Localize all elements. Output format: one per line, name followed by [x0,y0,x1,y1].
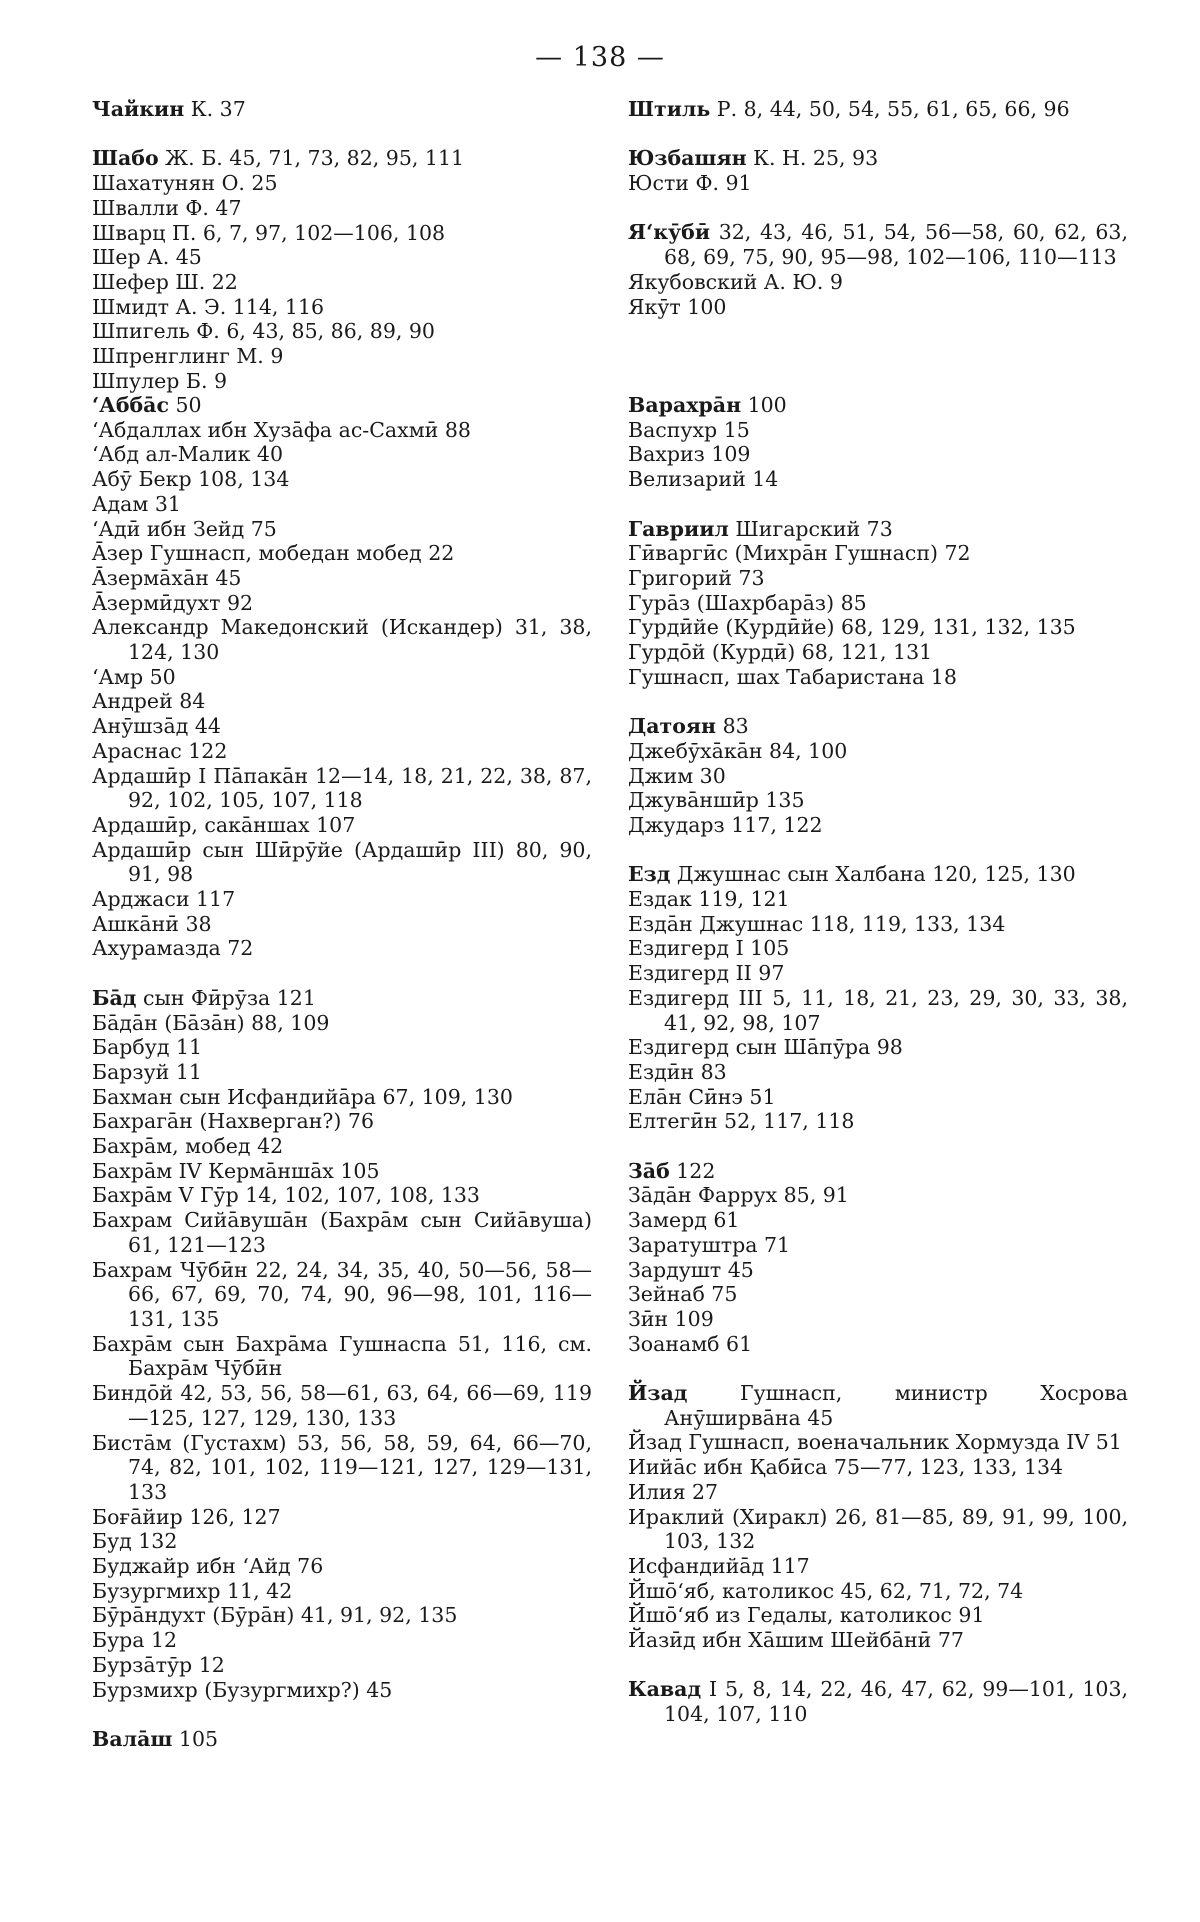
index-entry: Буджайр ибн ‘Айд 76 [92,1554,324,1579]
index-entry: Бузургмихр 11, 42 [92,1578,293,1603]
block-gap [628,122,1128,147]
index-entry: Иийāс ибн Қабӣса 75—77, 123, 133, 134 [628,1455,1064,1480]
index-column-top-left [92,97,592,393]
index-entry: Ардашӣр сын Шӣрӯйе (Ардашӣр III) 80, 90, 91, 98 [92,837,592,887]
index-entry: Заратуштра 71 [628,1232,791,1257]
index-entry: Бура 12 [92,1628,178,1653]
index-entry: Зāб 122 [628,1158,716,1183]
index-entry: Бахрāм V Гӯр 14, 102, 107, 108, 133 [92,1183,480,1208]
index-entry: Адам 31 [92,491,181,516]
index-entry: Я‘кӯбӣ 32, 43, 46, 51, 54, 56—58, 60, 62, 63, 68, 69, 75, 90, 95—98, 102—106, 110—113 [628,220,1128,270]
block-gap [628,838,1128,863]
index-entry: Гурдӣйе (Курдӣйе) 68, 129, 131, 132, 135 [628,615,1076,640]
index-entry: Бурзāтӯр 12 [92,1652,225,1677]
index-entry: Бахрāм сын Бахрāма Гушнаспа 51, 116, см. Бахрāм Чӯбӣн [92,1331,592,1381]
index-entry: Шварц П. 6, 7, 97, 102—106, 108 [92,220,446,245]
block-gap [92,961,592,986]
index-entry: Гушнасп, шах Табаристана 18 [628,664,957,689]
index-entry: Буд 132 [92,1529,178,1554]
index-entry: Григорий 73 [628,565,765,590]
index-entry: Елтегӣн 52, 117, 118 [628,1109,855,1134]
index-entry: ‘Аббāс 50 [92,393,202,417]
index-entry: Бāд сын Фӣрӯза 121 [92,985,316,1010]
index-entry: Зейнаб 75 [628,1282,738,1307]
index-entry: Ездӣн 83 [628,1059,727,1084]
index-entry: Якӯт 100 [628,294,727,319]
index-entry: Исфандийāд 117 [628,1553,810,1578]
index-column-bottom-right [628,393,1128,1727]
block-gap [628,689,1128,714]
index-entry: ‘Амр 50 [92,664,176,689]
index-entry: Арджаси 117 [92,887,236,912]
index-entry: Юсти Ф. 91 [628,171,752,196]
index-entry: Замерд 61 [628,1208,740,1233]
index-entry: Шефер Ш. 22 [92,269,238,294]
index-entry: ‘Абд ал-Малик 40 [92,442,284,467]
index-entry: Шабо Ж. Б. 45, 71, 73, 82, 95, 111 [92,146,465,171]
index-entry: ‘Абдаллах ибн Хузāфа ас-Сахмӣ 88 [92,417,471,442]
index-entry: Джударз 117, 122 [628,812,823,837]
index-entry: Варахрāн 100 [628,393,787,417]
block-gap [92,122,592,147]
block-gap [628,1134,1128,1159]
index-entry: Якубовский А. Ю. 9 [628,269,843,294]
block-gap [628,1653,1128,1678]
index-entry: Бахман сын Исфандийāра 67, 109, 130 [92,1084,513,1109]
index-entry: Ездигерд сын Шāпӯра 98 [628,1035,903,1060]
index-entry: Велизарий 14 [628,467,779,492]
index-entry: Зāдāн Фаррух 85, 91 [628,1183,849,1208]
block-gap [628,196,1128,221]
index-entry: Йзад Гушнасп, министр Хосрова Анӯширвāна 45 [628,1381,1128,1430]
index-entry: Штиль Р. 8, 44, 50, 54, 55, 61, 65, 66, 96 [628,97,1070,121]
index-entry: Елāн Сӣнэ 51 [628,1084,776,1109]
index-entry: Джебӯхāкāн 84, 100 [628,738,848,763]
index-entry: Бахрам Чӯбӣн 22, 24, 34, 35, 40, 50—56, 58—66, 67, 69, 70, 74, 90, 96—98, 101, 116—131, 135 [92,1257,592,1331]
index-entry: Андрей 84 [92,689,206,714]
index-entry: Бахрāм IV Кермāншāх 105 [92,1158,380,1183]
index-entry: Гурāз (Шахрбарāз) 85 [628,590,867,615]
index-entry: Шахатунян О. 25 [92,171,278,196]
index-entry: Āзер Гушнасп, мобедан мобед 22 [92,541,455,566]
index-entry: Вахриз 109 [628,442,751,467]
index-entry: Шпигель Ф. 6, 43, 85, 86, 89, 90 [92,319,435,344]
index-entry: Швалли Ф. 47 [92,195,242,220]
index-entry: Āзермӣдухт 92 [92,590,254,615]
index-entry: Бāдāн (Бāзāн) 88, 109 [92,1010,330,1035]
index-entry: Āзермāхāн 45 [92,565,242,590]
index-entry: Юзбашян К. Н. 25, 93 [628,146,879,171]
index-entry: Шмидт А. Э. 114, 116 [92,294,325,319]
index-entry: Ираклий (Хиракл) 26, 81—85, 89, 91, 99, 100, 103, 132 [628,1504,1128,1554]
index-entry: Зардушт 45 [628,1257,754,1282]
index-entry: Илия 27 [628,1479,719,1504]
index-entry: Боғāйир 126, 127 [92,1504,281,1529]
index-entry: Зоанамб 61 [628,1331,753,1356]
block-gap [628,1356,1128,1381]
index-entry: Ардашӣр, сакāншах 107 [92,812,356,837]
index-entry: Йазӣд ибн Хāшим Шейбāнӣ 77 [628,1628,964,1653]
index-entry: Бурзмихр (Бузургмихр?) 45 [92,1677,393,1702]
index-entry: Шер А. 45 [92,245,202,270]
index-entry: Гурдōй (Курдӣ) 68, 121, 131 [628,640,933,665]
index-entry: Кавад I 5, 8, 14, 22, 46, 47, 62, 99—101, 103, 104, 107, 110 [628,1677,1128,1727]
index-entry: Бахрагāн (Нахверган?) 76 [92,1109,375,1134]
index-entry: Барзуй 11 [92,1059,202,1084]
index-entry: Ахурамазда 72 [92,936,254,961]
index-column-bottom-left [92,393,592,1752]
index-entry: Биндōй 42, 53, 56, 58—61, 63, 64, 66—69, 119—125, 127, 129, 130, 133 [92,1381,592,1430]
index-entry: Джувāншӣр 135 [628,788,805,813]
index-entry: Езд Джушнас сын Халбана 120, 125, 130 [628,862,1076,887]
index-entry: Гӣваргӣс (Михрāн Гушнасп) 72 [628,541,971,566]
index-entry: Гавриил Шигарский 73 [628,516,893,541]
page-number: — 138 — [535,42,665,73]
index-entry: Шпренглинг М. 9 [92,344,284,369]
index-column-top-right [628,97,1128,319]
index-entry: Ездак 119, 121 [628,887,790,912]
index-entry: Бахрам Сийāвушāн (Бахрāм сын Сийāвуша) 61, 121—123 [92,1208,592,1257]
index-entry: Бахрāм, мобед 42 [92,1134,284,1159]
index-entry: Абӯ Бекр 108, 134 [92,467,290,492]
index-entry: Ездигерд I 105 [628,936,790,961]
index-entry: Чайкин К. 37 [92,97,246,121]
index-entry: Ардашӣр I Пāпакāн 12—14, 18, 21, 22, 38, 87, 92, 102, 105, 107, 118 [92,763,592,813]
index-entry: Бӯрāндухт (Бӯрāн) 41, 91, 92, 135 [92,1603,458,1628]
index-entry: Датоян 83 [628,714,749,739]
index-entry: Бистāм (Густахм) 53, 56, 58, 59, 64, 66—70, 74, 82, 101, 102, 119—121, 127, 129—131, 133 [92,1430,592,1504]
block-gap [92,1702,592,1727]
index-entry: Ездигерд III 5, 11, 18, 21, 23, 29, 30, 33, 38, 41, 92, 98, 107 [628,985,1128,1035]
index-entry: Ездигерд II 97 [628,961,785,986]
block-gap [628,492,1128,517]
index-entry: Валāш 105 [92,1726,219,1751]
index-entry: Ашкāнӣ 38 [92,911,212,936]
index-entry: Шпулер Б. 9 [92,368,228,393]
index-entry: Араснас 122 [92,738,228,763]
index-entry: Александр Македонский (Искандер) 31, 38, 124, 130 [92,615,592,665]
index-entry: Васпухр 15 [628,417,750,442]
index-entry: Барбуд 11 [92,1035,203,1060]
index-entry: Анӯшзāд 44 [92,714,221,739]
index-entry: Джим 30 [628,763,726,788]
index-entry: Йшō‘яб из Гедалы, католикос 91 [628,1603,985,1628]
index-entry: Ездāн Джушнас 118, 119, 133, 134 [628,911,1006,936]
index-entry: ‘Адӣ ибн Зейд 75 [92,516,277,541]
index-entry: Зӣн 109 [628,1306,714,1331]
index-entry: Йзад Гушнасп, военачальник Хормузда IV 51 [628,1430,1122,1455]
index-entry: Йшō‘яб, католикос 45, 62, 71, 72, 74 [628,1578,1024,1603]
